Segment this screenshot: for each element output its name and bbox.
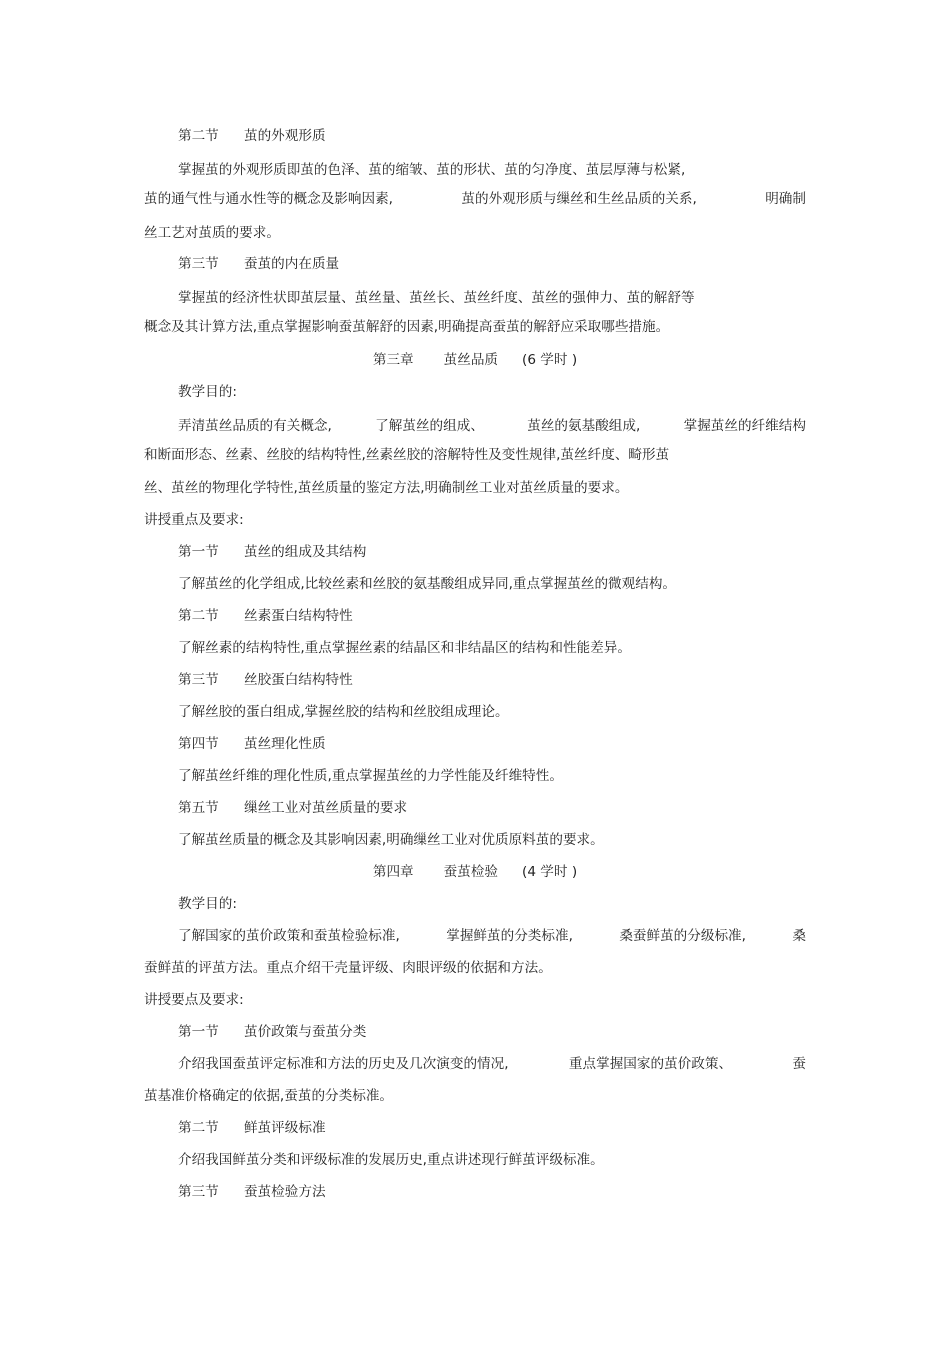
paragraph-line: 了解茧丝质量的概念及其影响因素,明确缫丝工业对优质原料茧的要求。 — [178, 832, 604, 848]
section-heading — [178, 543, 366, 561]
section-heading — [178, 255, 339, 273]
section-heading — [178, 799, 407, 817]
section-heading — [178, 607, 353, 625]
key-points-label: 讲授要点及要求: — [144, 992, 244, 1008]
paragraph-line: 介绍我国鲜茧分类和评级标准的发展历史,重点讲述现行鲜茧评级标准。 — [178, 1152, 604, 1168]
section-heading — [178, 1183, 326, 1201]
paragraph-line: 了解茧丝纤维的理化性质,重点掌握茧丝的力学性能及纤维特性。 — [178, 768, 563, 784]
section-number: 第二节 — [178, 608, 219, 624]
section-heading — [178, 671, 353, 689]
paragraph-line: 掌握茧的经济性状即茧层量、茧丝量、茧丝长、茧丝纤度、茧丝的强伸力、茧的解舒等 — [178, 290, 695, 306]
section-title: 蚕茧检验方法 — [244, 1184, 326, 1200]
paragraph-line: 弄清茧丝品质的有关概念, 了解茧丝的组成、 茧丝的氨基酸组成, 掌握茧丝的纤维结构 — [178, 418, 806, 434]
section-title: 蚕茧的内在质量 — [244, 256, 340, 272]
paragraph-line: 蚕鲜茧的评茧方法。重点介绍干壳量评级、肉眼评级的依据和方法。 — [144, 960, 552, 976]
section-heading — [178, 735, 326, 753]
paragraph-line: 概念及其计算方法,重点掌握影响蚕茧解舒的因素,明确提高蚕茧的解舒应采取哪些措施。 — [144, 319, 670, 335]
section-heading — [178, 1023, 366, 1041]
key-points-label: 讲授重点及要求: — [144, 512, 244, 528]
paragraph-line: 了解茧丝的化学组成,比较丝素和丝胶的氨基酸组成异同,重点掌握茧丝的微观结构。 — [178, 576, 677, 592]
section-heading — [178, 1119, 326, 1137]
paragraph-line: 掌握茧的外观形质即茧的色泽、茧的缩皱、茧的形状、茧的匀净度、茧层厚薄与松紧, — [178, 162, 686, 178]
section-number: 第三节 — [178, 1184, 219, 1200]
paragraph-line: 茧基准价格确定的依据,蚕茧的分类标准。 — [144, 1088, 394, 1104]
section-number: 第三节 — [178, 672, 219, 688]
section-number: 第二节 — [178, 128, 219, 144]
section-title: 鲜茧评级标准 — [244, 1120, 326, 1136]
section-title: 丝素蛋白结构特性 — [244, 608, 353, 624]
chapter-heading: 第四章 蚕茧检验 (4 学时 ) — [372, 864, 578, 880]
goal-label: 教学目的: — [178, 384, 237, 400]
section-number: 第五节 — [178, 800, 219, 816]
section-number: 第一节 — [178, 544, 219, 560]
section-title: 茧丝理化性质 — [244, 736, 326, 752]
section-number: 第四节 — [178, 736, 219, 752]
paragraph-line: 了解丝胶的蛋白组成,掌握丝胶的结构和丝胶组成理论。 — [178, 704, 509, 720]
paragraph-line: 和断面形态、丝素、丝胶的结构特性,丝素丝胶的溶解特性及变性规律,茧丝纤度、畸形茧 — [144, 447, 670, 463]
paragraph-line: 了解国家的茧价政策和蚕茧检验标准, 掌握鲜茧的分类标准, 桑蚕鲜茧的分级标准, 桑 — [178, 928, 806, 944]
section-heading — [178, 127, 326, 145]
paragraph-line: 丝工艺对茧质的要求。 — [144, 225, 280, 241]
section-title: 茧的外观形质 — [244, 128, 326, 144]
section-title: 茧价政策与蚕茧分类 — [244, 1024, 367, 1040]
chapter-heading: 第三章 茧丝品质 (6 学时 ) — [372, 352, 578, 368]
paragraph-line: 介绍我国蚕茧评定标准和方法的历史及几次演变的情况, 重点掌握国家的茧价政策、 蚕 — [178, 1056, 806, 1072]
paragraph-line: 了解丝素的结构特性,重点掌握丝素的结晶区和非结晶区的结构和性能差异。 — [178, 640, 631, 656]
paragraph-line: 丝、茧丝的物理化学特性,茧丝质量的鉴定方法,明确制丝工业对茧丝质量的要求。 — [144, 480, 629, 496]
goal-label: 教学目的: — [178, 896, 237, 912]
section-title: 丝胶蛋白结构特性 — [244, 672, 353, 688]
section-number: 第一节 — [178, 1024, 219, 1040]
paragraph-line: 茧的通气性与通水性等的概念及影响因素, 茧的外观形质与缫丝和生丝品质的关系, 明确制 — [144, 191, 806, 207]
section-title: 茧丝的组成及其结构 — [244, 544, 367, 560]
section-number: 第二节 — [178, 1120, 219, 1136]
section-number: 第三节 — [178, 256, 219, 272]
section-title: 缫丝工业对茧丝质量的要求 — [244, 800, 408, 816]
